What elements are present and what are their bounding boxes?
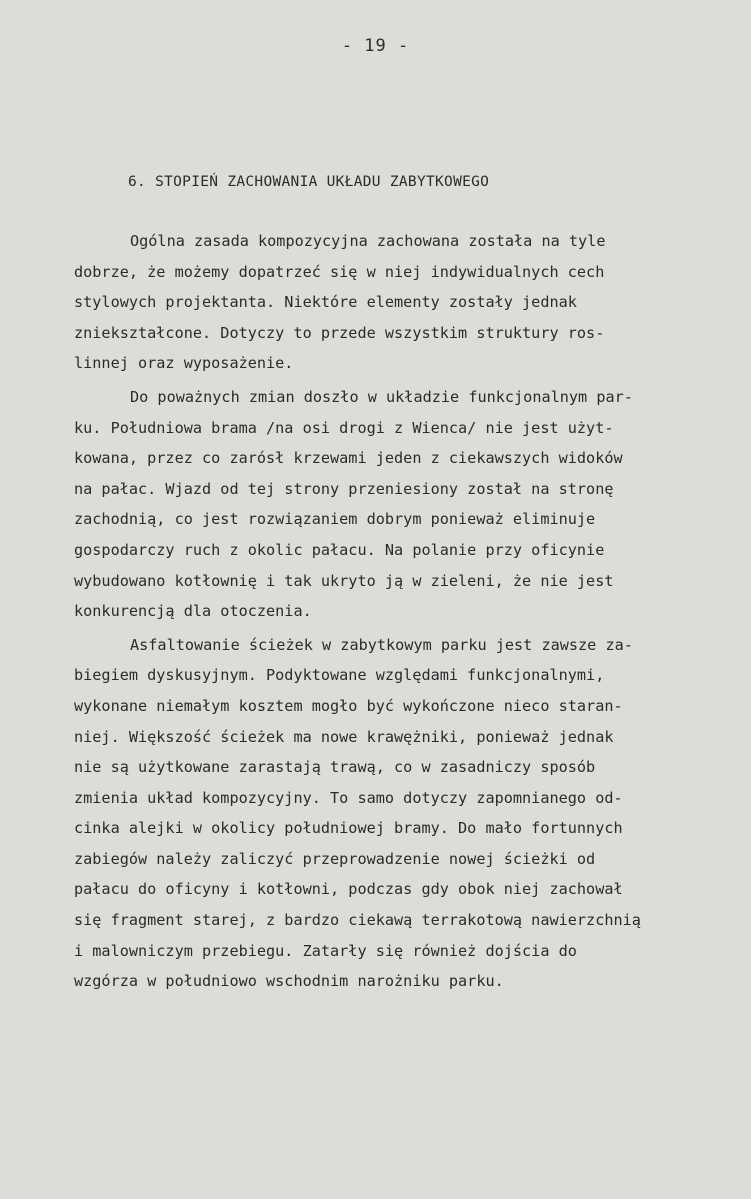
- text-line: i malowniczym przebiegu. Zatarły się również dojścia do: [74, 941, 577, 960]
- text-line: wzgórza w południowo wschodnim narożniku parku.: [74, 972, 504, 991]
- text-line: zniekształcone. Dotyczy to przede wszystkim struktury ros-: [74, 323, 605, 342]
- text-line: wybudowano kotłownię i tak ukryto ją w zieleni, że nie jest: [74, 571, 614, 590]
- text-line: Do poważnych zmian doszło w układzie funkcjonalnym par-: [130, 387, 633, 406]
- text-line: zachodnią, co jest rozwiązaniem dobrym ponieważ eliminuje: [74, 510, 596, 529]
- text-line: zabiegów należy zaliczyć przeprowadzenie nowej ścieżki od: [74, 849, 596, 868]
- text-line: zmienia układ kompozycyjny. To samo dotyczy zapomnianego od-: [74, 788, 623, 807]
- body-text: [74, 226, 714, 997]
- text-line: niej. Większość ścieżek ma nowe krawężniki, ponieważ jednak: [74, 727, 614, 746]
- text-line: na pałac. Wjazd od tej strony przeniesiony został na stronę: [74, 479, 614, 498]
- text-line: Ogólna zasada kompozycyjna zachowana została na tyle: [130, 232, 606, 250]
- text-line: dobrze, że możemy dopatrzeć się w niej indywidualnych cech: [74, 262, 605, 281]
- paragraph: [74, 630, 714, 997]
- text-line: nie są użytkowane zarastają trawą, co w zasadniczy sposób: [74, 758, 596, 777]
- text-line: linnej oraz wyposażenie.: [74, 354, 294, 373]
- text-line: gospodarczy ruch z okolic pałacu. Na polanie przy oficynie: [74, 540, 605, 559]
- paragraph: [74, 382, 714, 627]
- text-line: biegiem dyskusyjnym. Podyktowane względami funkcjonalnymi,: [74, 666, 605, 685]
- page-number: - 19 -: [341, 36, 410, 56]
- text-line: wykonane niemałym kosztem mogło być wykończone nieco staran-: [74, 696, 623, 715]
- text-line: stylowych projektanta. Niektóre elementy zostały jednak: [74, 293, 577, 312]
- text-line: konkurencją dla otoczenia.: [74, 602, 312, 621]
- section-heading: 6. STOPIEŃ ZACHOWANIA UKŁADU ZABYTKOWEGO: [128, 174, 490, 190]
- text-line: kowana, przez co zarósł krzewami jeden z ciekawszych widoków: [74, 449, 623, 468]
- text-line: się fragment starej, z bardzo ciekawą terrakotową nawierzchnią: [74, 911, 641, 930]
- text-line: cinka alejki w okolicy południowej bramy. Do mało fortunnych: [74, 819, 623, 838]
- text-line: pałacu do oficyny i kotłowni, podczas gdy obok niej zachował: [74, 880, 623, 899]
- text-line: ku. Południowa brama /na osi drogi z Wienca/ nie jest użyt-: [74, 418, 614, 437]
- paragraph: [74, 226, 714, 379]
- text-line: Asfaltowanie ścieżek w zabytkowym parku jest zawsze za-: [130, 635, 633, 654]
